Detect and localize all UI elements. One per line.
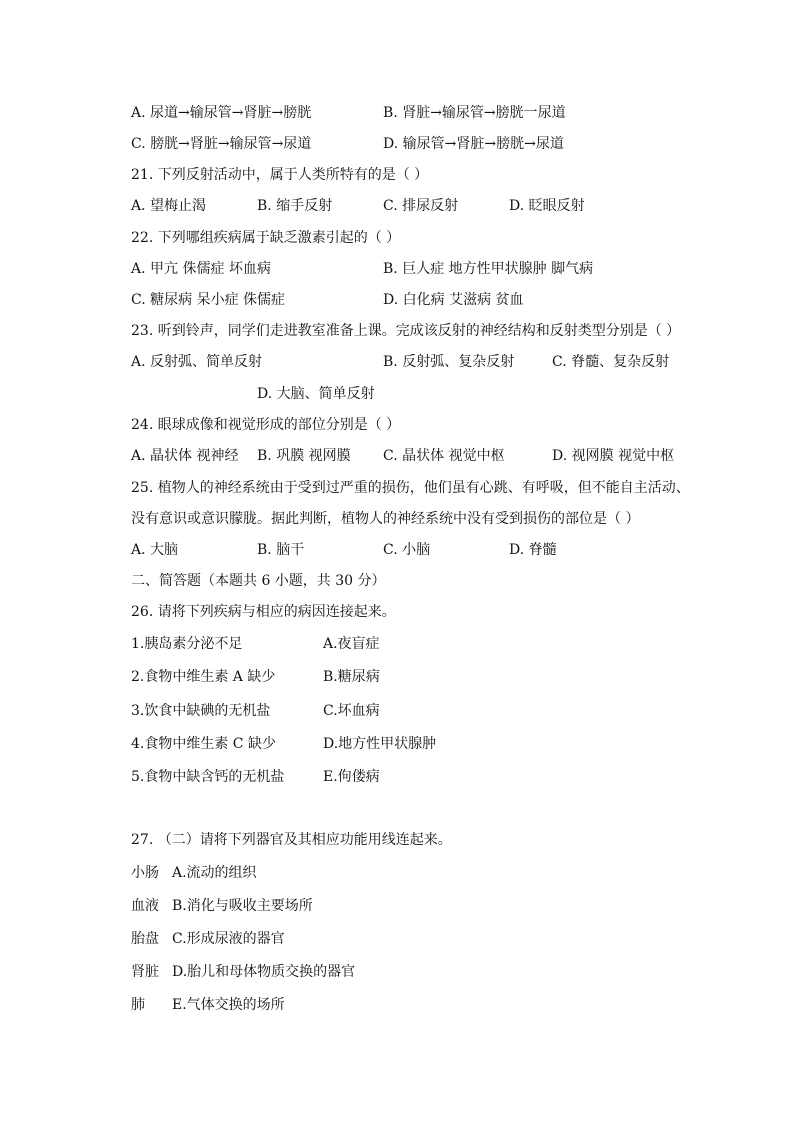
q21-option-b: B. 缩手反射	[257, 198, 333, 214]
q20-option-a: A. 尿道→输尿管→肾脏→膀胱	[131, 105, 312, 121]
q24-option-d: D. 视网膜 视觉中枢	[552, 448, 675, 464]
q27-function: B.消化与吸收主要场所	[172, 898, 313, 914]
q20-option-b: B. 肾脏→输尿管→膀胱一尿道	[383, 105, 566, 121]
q27-function: A.流动的组织	[172, 865, 257, 881]
q26-left-item: 1.胰岛素分泌不足	[131, 636, 243, 652]
q25-option-b: B. 脑干	[257, 542, 305, 558]
q25-option-c: C. 小脑	[383, 542, 431, 558]
q21-stem: 21. 下列反射活动中，属于人类所特有的是（ ）	[131, 167, 429, 183]
q26-right-item: E.佝偻病	[323, 769, 380, 785]
q25-stem-line2: 没有意识或意识朦胧。据此判断，植物人的神经系统中没有受到损伤的部位是（ ）	[131, 511, 640, 527]
q24-stem: 24. 眼球成像和视觉形成的部位分别是（ ）	[131, 417, 401, 433]
q27-organ: 血液	[131, 898, 159, 914]
q22-option-d: D. 白化病 艾滋病 贫血	[383, 292, 524, 308]
q21-option-c: C. 排尿反射	[383, 198, 459, 214]
q21-option-d: D. 眨眼反射	[509, 198, 585, 214]
q22-option-c: C. 糖尿病 呆小症 侏儒症	[131, 292, 286, 308]
q26-right-item: D.地方性甲状腺肿	[323, 736, 437, 752]
q25-stem-line1: 25. 植物人的神经系统由于受到过严重的损伤，他们虽有心跳、有呼吸，但不能自主活动、	[131, 480, 690, 496]
q25-option-a: A. 大脑	[131, 542, 179, 558]
section-heading: 二、简答题（本题共 6 小题，共 30 分）	[131, 573, 386, 589]
q26-left-item: 5.食物中缺含钙的无机盐	[131, 769, 285, 785]
q22-option-b: B. 巨人症 地方性甲状腺肿 脚气病	[383, 261, 594, 277]
q27-function: D.胎儿和母体物质交换的器官	[172, 964, 356, 980]
q21-option-a: A. 望梅止渴	[131, 198, 207, 214]
q25-option-d: D. 脊髓	[509, 542, 557, 558]
q27-organ: 胎盘	[131, 931, 159, 947]
q27-stem: 27. （二）请将下列器官及其相应功能用线连起来。	[131, 832, 452, 848]
q26-left-item: 3.饮食中缺碘的无机盐	[131, 703, 271, 719]
q26-right-item: A.夜盲症	[323, 636, 380, 652]
q22-option-a: A. 甲亢 侏儒症 坏血病	[131, 261, 271, 277]
q27-function: E.气体交换的场所	[172, 997, 285, 1013]
q20-option-c: C. 膀胱→肾脏→输尿管→尿道	[131, 136, 312, 152]
q26-right-item: C.坏血病	[323, 703, 380, 719]
q23-option-d: D. 大脑、简单反射	[257, 386, 375, 402]
q22-stem: 22. 下列哪组疾病属于缺乏激素引起的（ ）	[131, 230, 401, 246]
q26-left-item: 2.食物中维生素 A 缺少	[131, 669, 276, 685]
q23-option-b: B. 反射弧、复杂反射	[383, 354, 515, 370]
q20-option-d: D. 输尿管→肾脏→膀胱→尿道	[383, 136, 564, 152]
q26-stem: 26. 请将下列疾病与相应的病因连接起来。	[131, 604, 396, 620]
q27-function: C.形成尿液的器官	[172, 931, 285, 947]
q26-left-item: 4.食物中维生素 C 缺少	[131, 736, 276, 752]
q24-option-b: B. 巩膜 视网膜	[257, 448, 351, 464]
q24-option-c: C. 晶状体 视觉中枢	[383, 448, 505, 464]
q26-right-item: B.糖尿病	[323, 669, 380, 685]
q27-organ: 小肠	[131, 865, 159, 881]
q23-option-c: C. 脊髓、复杂反射	[552, 354, 670, 370]
q23-option-a: A. 反射弧、简单反射	[131, 354, 263, 370]
q23-stem: 23. 听到铃声，同学们走进教室准备上课。完成该反射的神经结构和反射类型分别是（ ）	[131, 323, 681, 339]
q27-organ: 肺	[131, 997, 145, 1013]
q27-organ: 肾脏	[131, 964, 159, 980]
q24-option-a: A. 晶状体 视神经	[131, 448, 239, 464]
